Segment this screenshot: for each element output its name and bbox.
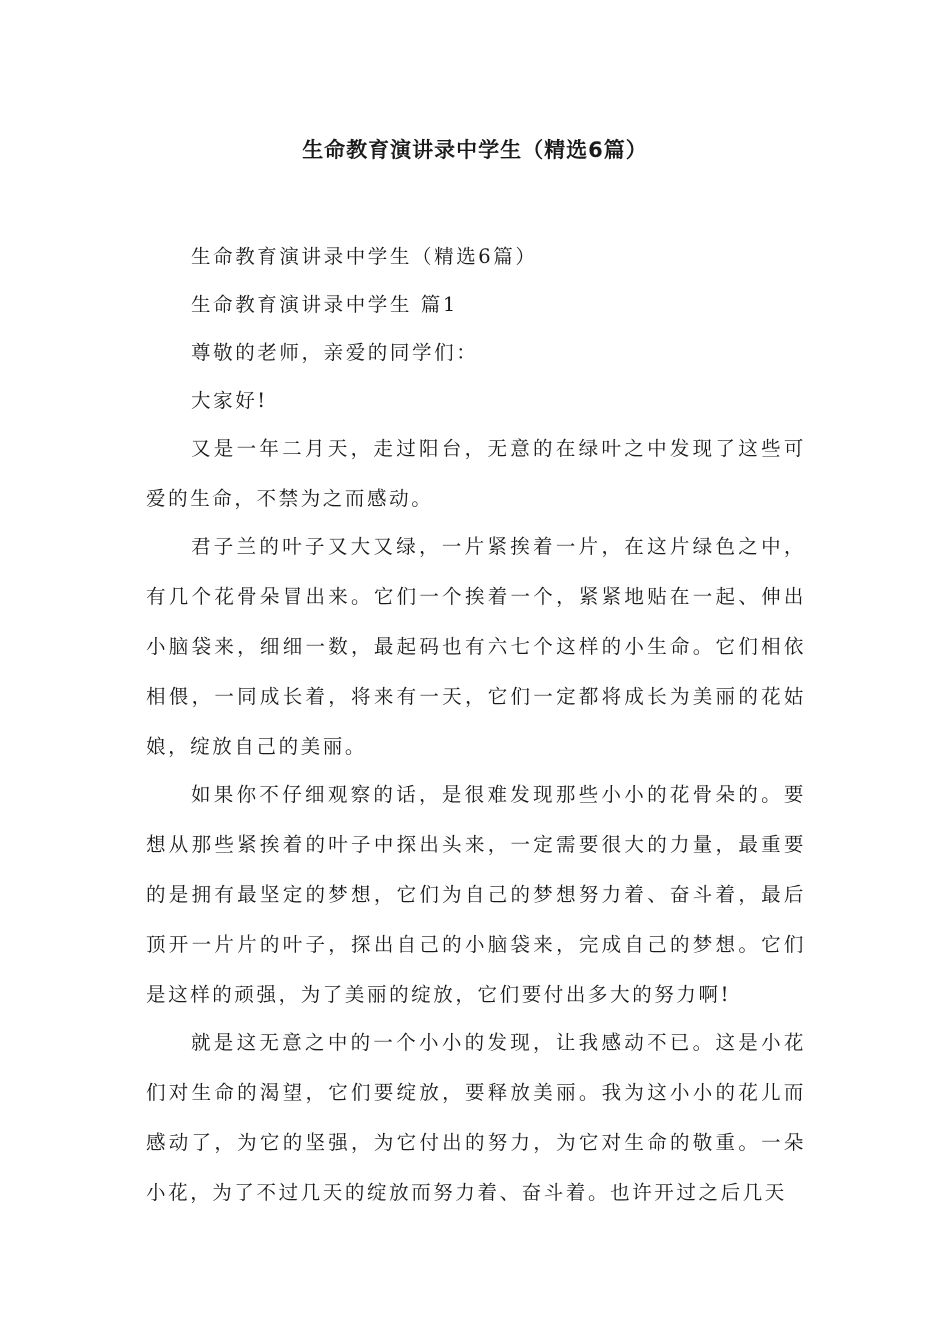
paragraph-greeting: 大家好! — [191, 389, 268, 412]
paragraph: 如果你不仔细观察的话，是很难发现那些小小的花骨朵的。要想从那些紧挨着的叶子中探出头来，一定需要很大的力量，最重要的是拥有最坚定的梦想，它们为自己的梦想努力着、奋斗着，最后顶开一片片的叶子，探出自己的小脑袋来，完成自己的梦想。它们是这样的顽强，为了美丽的绽放，它们要付出多大的努力啊! — [146, 783, 806, 1006]
paragraph-salutation: 尊敬的老师，亲爱的同学们： — [191, 341, 479, 364]
document-title: 生命教育演讲录中学生（精选6篇） — [302, 138, 648, 162]
paragraph: 又是一年二月天，走过阳台，无意的在绿叶之中发现了这些可爱的生命，不禁为之而感动。 — [146, 437, 806, 510]
paragraph: 君子兰的叶子又大又绿，一片紧挨着一片，在这片绿色之中，有几个花骨朵冒出来。它们一个挨着一个，紧紧地贴在一起、伸出小脑袋来，细细一数，最起码也有六七个这样的小生命。它们相依相偎，一同成长着，将来有一天，它们一定都将成长为美丽的花姑娘，绽放自己的美丽。 — [146, 535, 806, 758]
paragraph-heading: 生命教育演讲录中学生（精选6篇） — [191, 245, 538, 268]
document-body — [146, 232, 806, 1216]
paragraph: 就是这无意之中的一个小小的发现，让我感动不已。这是小花们对生命的渴望，它们要绽放，要释放美丽。我为这小小的花儿而感动了，为它的坚强，为它付出的努力，为它对生命的敬重。一朵小花，为了不过几天的绽放而努力着、奋斗着。也许开过之后几天 — [146, 1031, 806, 1204]
paragraph-section-title: 生命教育演讲录中学生 篇1 — [191, 293, 458, 316]
